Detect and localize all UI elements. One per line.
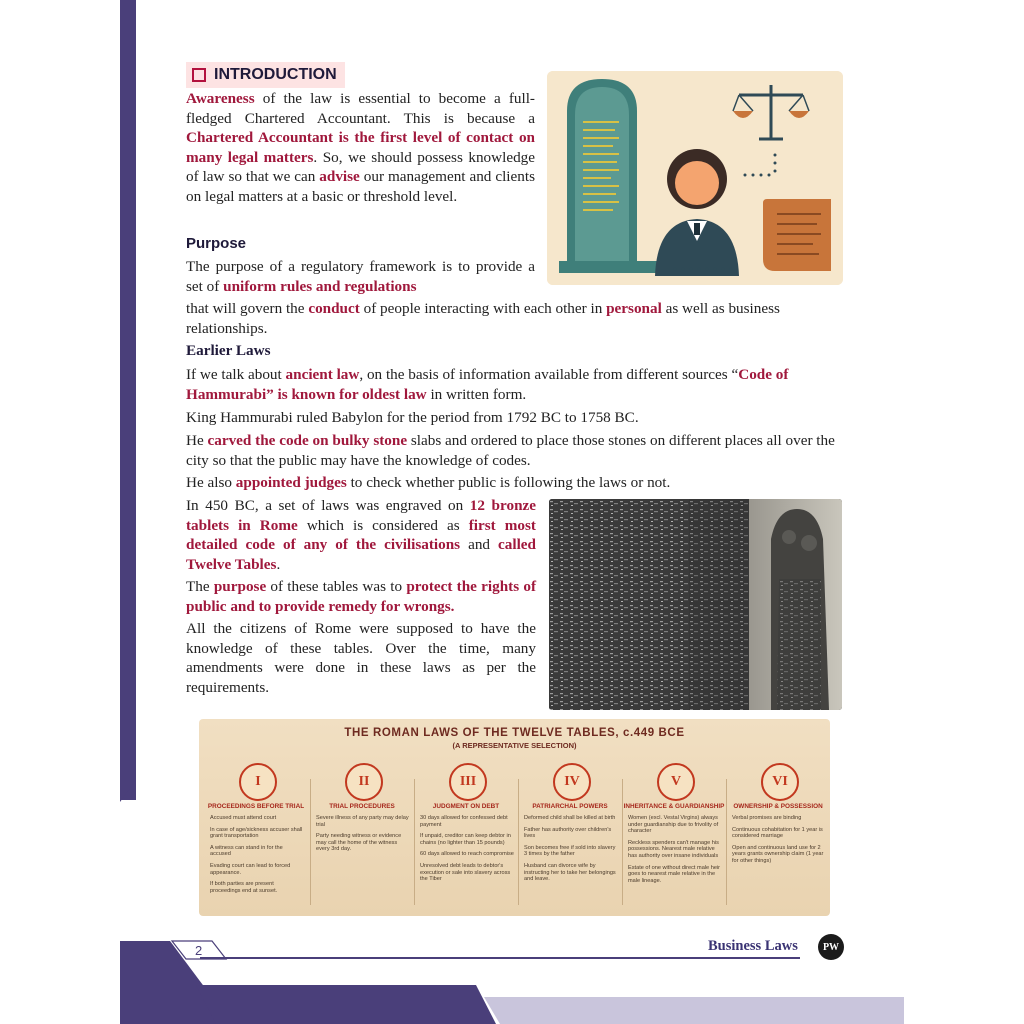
table-column-heading: PATRIARCHAL POWERS [532,803,608,810]
earlier-text-5: slabs and ordered to place those stones on different places all over the city so that the public may have the knowledge of codes. [186,432,835,469]
purpose-conduct: conduct [308,300,360,317]
purpose-text-2: that will govern the [186,300,309,317]
earlier-appointed-judges: appointed judges [235,474,347,491]
list-item: In case of age/sickness accuser shall grant transportation [210,826,303,840]
list-item: Severe illness of any party may delay trial [316,815,409,828]
page-number: 2 [195,943,203,958]
footer-book-title: Business Laws [708,938,798,954]
table-column-heading: INHERITANCE & GUARDIANSHIP [623,803,725,810]
rome-paragraph-3: All the citizens of Rome were supposed to have the knowledge of these tables. Over the time, many amendments were done in these laws as per the requirements. [186,620,536,696]
list-item: A witness can stand in for the accused [210,844,283,858]
table-numeral: IV [553,763,591,801]
list-item: Verbal promises are binding [732,815,802,821]
earlier-carved-stone: carved the code on bulky stone [207,432,408,449]
footer-shape-middle [196,985,496,1024]
rome-protect-rights: protect the rights of public and to provide remedy for wrongs. [186,578,537,615]
list-item: Estate of one without direct male heir goes to nearest male relative in the male lineage. [628,864,721,884]
list-item: 60 days allowed to reach compromise [420,851,514,858]
purpose-heading: Purpose [186,235,247,252]
rome-twelve-tables: called Twelve Tables [186,536,536,573]
earlier-ancient-law: ancient law [285,366,360,383]
table-column-heading: OWNERSHIP & POSSESSION [733,803,823,810]
rome-text-5: The [186,578,214,595]
list-item: Accused must attend court [210,815,277,821]
earlier-text-1: If we talk about [186,366,286,383]
table-numeral: II [345,763,383,801]
section-title: INTRODUCTION [214,66,337,83]
rome-text-3: and [460,536,499,553]
rome-purpose: purpose [213,578,267,595]
earlier-laws-heading: Earlier Laws [186,342,271,359]
list-item: Unresolved debt leads to debtor's execution or sale into slavery across the Tiber [420,862,511,883]
list-item: Party needing witness or evidence may call the home of the witness every 3rd day. [316,833,402,853]
intro-text-2: . So, we should possess knowledge of law so that we can [186,148,536,185]
earlier-text-4: He [186,432,208,449]
banner-title: THE ROMAN LAWS OF THE TWELVE TABLES, c.449 BCE [344,727,685,739]
rome-text-2: which is considered as [297,516,469,534]
earlier-text-3: in written form. [426,385,527,403]
table-numeral: III [449,763,487,801]
intro-first-contact: Chartered Accountant is the first level of contact on many legal matters [186,129,535,166]
rome-bronze-tablets: 12 bronze tablets in Rome [186,497,536,534]
earlier-text-7: to check whether public is following the laws or not. [346,474,671,491]
intro-text-3: our management and clients on legal matters at a basic or threshold level. [186,168,535,205]
list-item: Husband can divorce wife by instructing her to take her belongings and leave. [524,862,616,883]
pw-logo: PW [818,934,844,960]
rome-text-6: of these tables was to [266,578,407,595]
purpose-uniform-rules: uniform rules and regulations [223,277,417,295]
table-numeral: V [657,763,695,801]
table-column-heading: TRIAL PROCEDURES [329,803,395,810]
rome-text-1: In 450 BC, a set of laws was engraved on [186,497,470,514]
rome-text-4: . [276,555,281,573]
list-item: Women (excl. Vestal Virgins) always under guardianship due to frivolity of character [628,815,719,835]
list-item: Open and continuous land use for 2 years grants ownership claim (1 year for other things) [732,844,824,864]
list-item: Evading court can lead to forced appearance. [210,862,291,876]
footer-rule [200,957,800,959]
list-item: If both parties are present proceedings end at sunset. [210,881,278,894]
list-item: 30 days allowed for confessed debt payment [420,815,508,828]
table-column-heading: JUDGMENT ON DEBT [432,803,500,810]
intro-text-1: of the law is essential to become a full-fledged Chartered Accountant. This is because a [186,90,535,127]
list-item: Continuous cohabitation for 1 year is considered marriage [732,826,823,840]
intro-advise: advise [319,168,360,185]
rome-detailed-code: first most detailed code of any of the civilisations [186,516,536,553]
earlier-paragraph-2: King Hammurabi ruled Babylon for the period from 1792 BC to 1758 BC. [186,409,639,426]
purpose-text-1: The purpose of a regulatory framework is to provide a set of [186,258,535,295]
purpose-personal: personal [606,300,662,317]
intro-awareness: Awareness [186,90,255,107]
table-numeral: VI [761,763,799,801]
list-item: Deformed child shall be killed at birth [524,815,616,821]
table-numeral: I [239,763,277,801]
earlier-text-6: He also [186,474,236,491]
purpose-text-3: of people interacting with each other in [359,300,607,317]
list-item: Son becomes free if sold into slavery 3 times by the father [524,844,616,858]
earlier-text-2: , on the basis of information available from different sources “ [359,366,739,383]
list-item: Reckless spenders can't manage his possessions. Nearest male relative has authority over insane individuals [628,839,719,859]
list-item: If unpaid, creditor can keep debtor in chains (no lighter than 15 pounds) [420,833,511,846]
list-item: Father has authority over children's lives [524,826,612,840]
purpose-text-4: as well as business relationships. [186,300,780,337]
earlier-hammurabi: Code of Hammurabi” is known for oldest law [186,366,789,403]
banner-subtitle: (A REPRESENTATIVE SELECTION) [452,741,577,750]
footer-shape-right [484,997,904,1024]
table-column-heading: PROCEEDINGS BEFORE TRIAL [207,803,305,810]
